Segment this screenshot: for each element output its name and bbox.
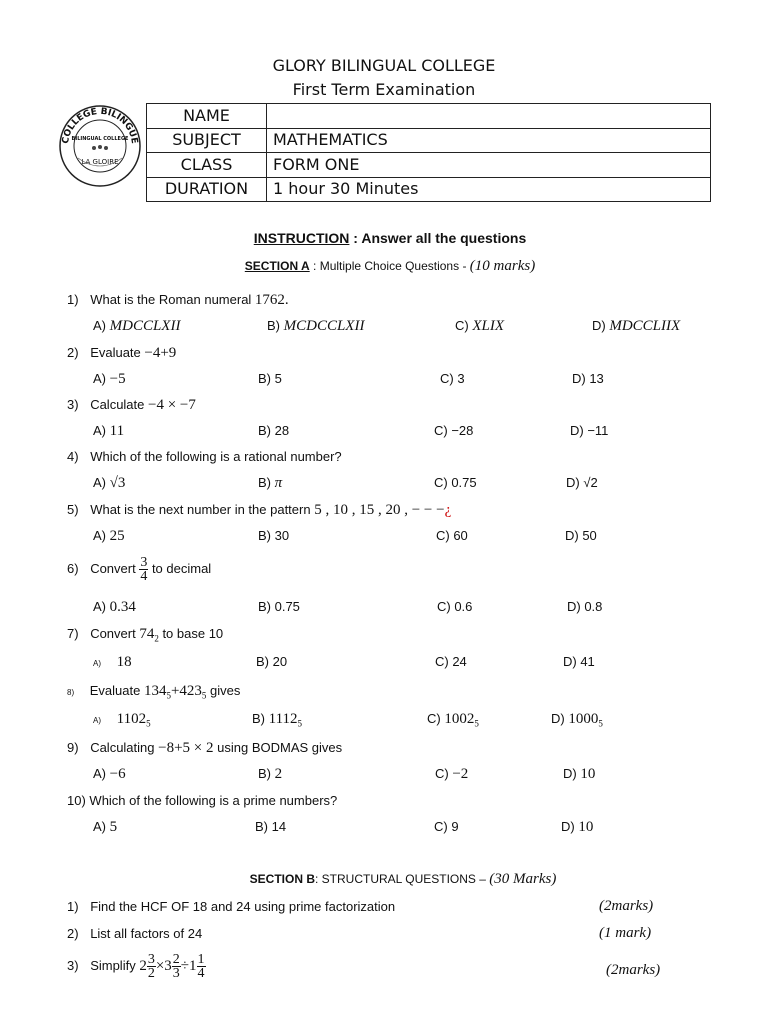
option-letter: A) [93, 475, 106, 490]
question-7 [67, 626, 223, 644]
option-value: MDCCLXII [109, 318, 181, 334]
sq3-marks: (2marks) [606, 962, 661, 978]
svg-text:COLLEGE BILINGUE: COLLEGE BILINGUE [60, 106, 139, 145]
option-value: −5 [109, 371, 126, 387]
subject-value: MATHEMATICS [267, 128, 711, 153]
option-letter: B) [258, 766, 271, 781]
question-5 [67, 502, 451, 519]
option-value: MDCCLIIX [609, 318, 681, 334]
q8-plus: + [170, 683, 180, 699]
subject-row [147, 128, 711, 153]
q3-option-a[interactable] [93, 423, 124, 440]
option-value: 1002 [444, 711, 475, 727]
option-value: 18 [116, 654, 132, 670]
mixed-fraction [197, 953, 206, 980]
q9-number: 9) [67, 740, 79, 755]
mixed-fraction [147, 953, 156, 980]
class-row [147, 153, 711, 178]
q2-option-b[interactable]: B) 5 [258, 371, 282, 386]
name-label: NAME [147, 104, 267, 129]
college-name: GLORY BILINGUAL COLLEGE [272, 56, 496, 75]
option-letter: A) [93, 819, 106, 834]
option-value: 1000 [568, 711, 599, 727]
q5-text: What is the next number in the pattern [90, 502, 315, 517]
option-value: π [274, 475, 283, 491]
q5-mark: ¿ [444, 502, 452, 518]
name-field[interactable] [267, 104, 711, 129]
q9-option-b[interactable] [258, 766, 282, 783]
q6-option-b[interactable]: B) 0.75 [258, 599, 300, 614]
q4-option-d[interactable]: D) √2 [566, 475, 598, 490]
q8-operand-2: 423 [179, 683, 202, 699]
option-value: −6 [109, 766, 126, 782]
denominator: 4 [197, 966, 205, 981]
option-value: √3 [109, 475, 126, 491]
option-base: 5 [598, 718, 603, 729]
option-letter: D) [592, 318, 606, 333]
operator: ÷ [180, 957, 190, 974]
option-value: XLIX [472, 318, 505, 334]
q6-text: Convert [90, 560, 140, 576]
instruction-text: : Answer all the questions [349, 230, 527, 246]
numerator: 3 [147, 952, 155, 967]
option-value: 10 [580, 766, 596, 782]
q2-value: −4+9 [144, 345, 177, 361]
option-value: 1112 [268, 711, 298, 727]
q8-option-a[interactable] [93, 711, 151, 729]
q6-option-c[interactable]: C) 0.6 [437, 599, 473, 614]
q7-option-a[interactable] [93, 654, 132, 671]
q7-base: 2 [154, 633, 159, 644]
q8-number: 8) [67, 688, 75, 697]
college-logo [58, 104, 142, 188]
q8-text-end: gives [206, 683, 241, 698]
option-value: 2 [274, 766, 283, 782]
q5-option-c[interactable]: C) 60 [436, 528, 468, 543]
sq2-number: 2) [67, 926, 79, 941]
q8-text: Evaluate [89, 683, 144, 698]
svg-text:BILINGUAL COLLEGE: BILINGUAL COLLEGE [71, 136, 129, 142]
option-letter: A) [93, 659, 101, 668]
q7-number: 7) [67, 626, 79, 641]
instruction-label: INSTRUCTION [253, 230, 350, 246]
denominator: 4 [140, 569, 148, 584]
question-8 [67, 683, 240, 701]
q5-value: 5 , 10 , 15 , 20 , − − − [314, 502, 445, 518]
sq3-number: 3) [67, 957, 79, 973]
option-letter: A) [93, 371, 106, 386]
q7-option-b[interactable]: B) 20 [256, 654, 288, 669]
q7-number-value: 74 [139, 626, 155, 642]
q3-option-b[interactable]: B) 28 [258, 423, 290, 438]
duration-label: DURATION [147, 177, 267, 202]
q2-number: 2) [67, 345, 79, 360]
section-b-marks: (30 Marks) [489, 871, 557, 887]
q2-option-a[interactable] [93, 371, 126, 388]
denominator: 2 [147, 966, 155, 981]
q9-option-c[interactable] [435, 766, 468, 783]
question-3 [67, 397, 196, 414]
q1-number: 1) [67, 292, 79, 307]
q4-option-c[interactable]: C) 0.75 [434, 475, 477, 490]
q4-option-b[interactable] [258, 475, 282, 492]
question-6 [67, 556, 211, 583]
q8-option-d[interactable] [551, 711, 603, 729]
q7-text-end: to base 10 [158, 626, 224, 641]
q4-option-a[interactable] [93, 475, 125, 492]
option-base: 5 [297, 718, 303, 729]
option-letter: A) [93, 766, 106, 781]
option-letter: A) [93, 318, 106, 333]
duration-row [147, 177, 711, 202]
structural-question-1 [67, 899, 395, 914]
q8-operand-1: 134 [143, 683, 167, 699]
q3-option-d[interactable]: D) −11 [570, 423, 609, 438]
q9-option-d[interactable] [563, 766, 595, 783]
option-value: −2 [452, 766, 469, 782]
q6-fraction [139, 556, 148, 583]
q2-text: Evaluate [90, 345, 145, 360]
q10-option-a[interactable] [93, 819, 117, 836]
denominator: 3 [172, 966, 180, 981]
question-10 [67, 793, 337, 808]
q9-text-end: using BODMAS gives [213, 740, 343, 755]
q4-text: Which of the following is a rational number? [90, 449, 342, 464]
sq1-text: Find the HCF OF 18 and 24 using prime factorization [90, 899, 396, 914]
q6-number: 6) [67, 560, 79, 576]
structural-question-3 [67, 953, 206, 980]
option-value: 1102 [116, 711, 147, 727]
numerator: 1 [197, 952, 205, 967]
option-letter: A) [93, 599, 106, 614]
option-letter: B) [267, 318, 280, 333]
option-letter: B) [252, 711, 265, 726]
q1-option-d[interactable] [592, 318, 680, 335]
option-letter: D) [561, 819, 575, 834]
q8-option-b[interactable] [252, 711, 302, 729]
q7-option-d[interactable]: D) 41 [563, 654, 595, 669]
exam-title: First Term Examination [292, 80, 476, 99]
option-value: 5 [109, 819, 118, 835]
q9-text: Calculating [90, 740, 159, 755]
q10-text: Which of the following is a prime numbers? [89, 793, 338, 808]
class-label: CLASS [147, 153, 267, 178]
q2-option-d[interactable]: D) 13 [572, 371, 604, 386]
q1-value: 1762. [254, 292, 289, 308]
q1-option-b[interactable] [267, 318, 364, 335]
q5-number: 5) [67, 502, 79, 517]
section-b-label: SECTION B [249, 872, 315, 886]
option-value: 10 [578, 819, 594, 835]
question-1 [67, 292, 289, 309]
mixed-whole: 2 [139, 957, 147, 974]
q7-text: Convert [90, 626, 140, 641]
q5-option-b[interactable]: B) 30 [258, 528, 290, 543]
structural-question-2 [67, 926, 202, 941]
q1-text: What is the Roman numeral [90, 292, 255, 307]
option-letter: C) [427, 711, 441, 726]
section-a-marks: (10 marks) [469, 258, 536, 274]
q10-option-c[interactable]: C) 9 [434, 819, 459, 834]
section-b-text: : STRUCTURAL QUESTIONS – [315, 872, 490, 886]
option-letter: A) [93, 716, 101, 725]
subject-label: SUBJECT [147, 128, 267, 153]
q6-option-d[interactable]: D) 0.8 [567, 599, 603, 614]
option-letter: A) [93, 528, 106, 543]
section-a-text: : Multiple Choice Questions - [309, 259, 470, 273]
sq1-marks: (2marks) [599, 898, 654, 914]
option-value: 0.34 [109, 599, 136, 615]
q5-option-d[interactable]: D) 50 [565, 528, 597, 543]
option-value: 11 [109, 423, 125, 439]
q3-text: Calculate [90, 397, 148, 412]
q9-value: −8+5 × 2 [158, 740, 214, 756]
option-value: 25 [109, 528, 125, 544]
option-letter: D) [563, 766, 577, 781]
q3-number: 3) [67, 397, 79, 412]
operator: × [155, 957, 165, 974]
class-value: FORM ONE [267, 153, 711, 178]
sq2-marks: (1 mark) [599, 925, 652, 941]
mixed-whole: 3 [164, 957, 172, 974]
q9-option-a[interactable] [93, 766, 126, 783]
question-9 [67, 740, 342, 757]
q6-option-a[interactable] [93, 599, 136, 616]
q1-option-c[interactable] [455, 318, 504, 335]
q3-option-c[interactable]: C) −28 [434, 423, 474, 438]
q10-number: 10) [67, 793, 86, 808]
option-letter: C) [455, 318, 469, 333]
question-4 [67, 449, 342, 464]
option-value: MCDCCLXII [283, 318, 365, 334]
option-letter: A) [93, 423, 106, 438]
option-base: 5 [146, 718, 151, 729]
q10-option-d[interactable] [561, 819, 593, 836]
q7-option-c[interactable]: C) 24 [435, 654, 467, 669]
q2-option-c[interactable]: C) 3 [440, 371, 465, 386]
name-row [147, 104, 711, 129]
numerator: 2 [172, 952, 180, 967]
section-a-label: SECTION A [244, 259, 310, 273]
q8-base-2: 5 [201, 690, 207, 701]
q3-value: −4 × −7 [148, 397, 196, 413]
numerator: 3 [140, 555, 148, 570]
q8-option-c[interactable] [427, 711, 479, 729]
sq2-text: List all factors of 24 [90, 926, 203, 941]
section-a-heading [0, 258, 768, 275]
sq1-number: 1) [67, 899, 79, 914]
mixed-fraction [172, 953, 181, 980]
q4-number: 4) [67, 449, 79, 464]
svg-text:LA GLOIRE: LA GLOIRE [81, 158, 119, 166]
q10-option-b[interactable]: B) 14 [255, 819, 287, 834]
option-letter: D) [551, 711, 565, 726]
q5-option-a[interactable] [93, 528, 125, 545]
question-2 [67, 345, 176, 362]
q6-text-end: to decimal [148, 560, 212, 576]
option-base: 5 [474, 718, 479, 729]
instruction [0, 230, 768, 246]
option-letter: B) [258, 475, 271, 490]
mixed-whole: 1 [189, 957, 197, 974]
duration-value: 1 hour 30 Minutes [267, 177, 711, 202]
sq3-text: Simplify [90, 957, 140, 973]
option-letter: C) [435, 766, 449, 781]
student-info-table [146, 103, 711, 202]
section-b-heading [0, 871, 768, 888]
q8-base-1: 5 [166, 690, 171, 701]
q1-option-a[interactable] [93, 318, 180, 335]
